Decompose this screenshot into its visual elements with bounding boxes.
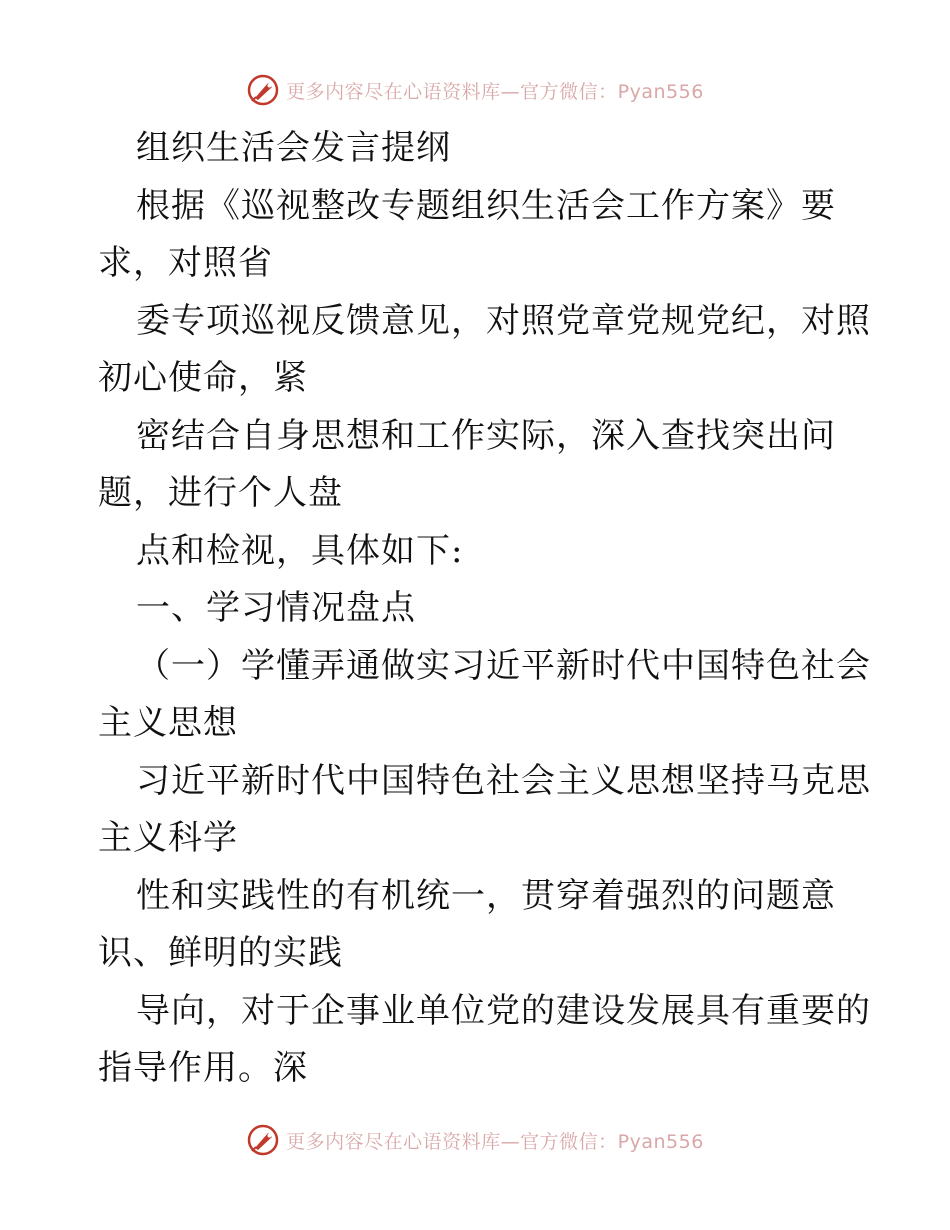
text-line: 初心使命，紧 <box>98 358 308 398</box>
text-line: （一）学懂弄通做实习近平新时代中国特色社会 <box>136 645 871 686</box>
text-line: 根据《巡视整改专题组织生活会工作方案》要 <box>136 185 836 226</box>
pen-nib-logo-icon <box>246 73 280 107</box>
banner-text: 更多内容尽在心语资料库—官方微信：Pyan556 <box>286 80 704 103</box>
text-line: 主义思想 <box>98 703 238 743</box>
text-line: 性和实践性的有机统一，贯穿着强烈的问题意 <box>136 875 836 916</box>
text-line: 习近平新时代中国特色社会主义思想坚持马克思 <box>136 760 871 801</box>
document-body <box>98 120 871 1098</box>
text-line: 组织生活会发言提纲 <box>136 128 451 168</box>
text-line: 求，对照省 <box>98 243 273 283</box>
text-line: 题，进行个人盘 <box>98 473 343 513</box>
text-line: 识、鲜明的实践 <box>98 933 343 973</box>
header-banner <box>0 70 950 110</box>
text-line: 一、学习情况盘点 <box>136 588 416 628</box>
text-line: 主义科学 <box>98 818 238 858</box>
text-line: 指导作用。深 <box>98 1048 308 1088</box>
text-line: 导向，对于企事业单位党的建设发展具有重要的 <box>136 990 871 1031</box>
text-line: 委专项巡视反馈意见，对照党章党规党纪，对照 <box>136 300 871 341</box>
footer-banner <box>0 1120 950 1160</box>
banner-text: 更多内容尽在心语资料库—官方微信：Pyan556 <box>286 1130 704 1153</box>
text-line: 密结合自身思想和工作实际，深入查找突出问 <box>136 415 836 456</box>
text-line: 点和检视，具体如下: <box>136 530 464 571</box>
pen-nib-logo-icon <box>246 1123 280 1157</box>
